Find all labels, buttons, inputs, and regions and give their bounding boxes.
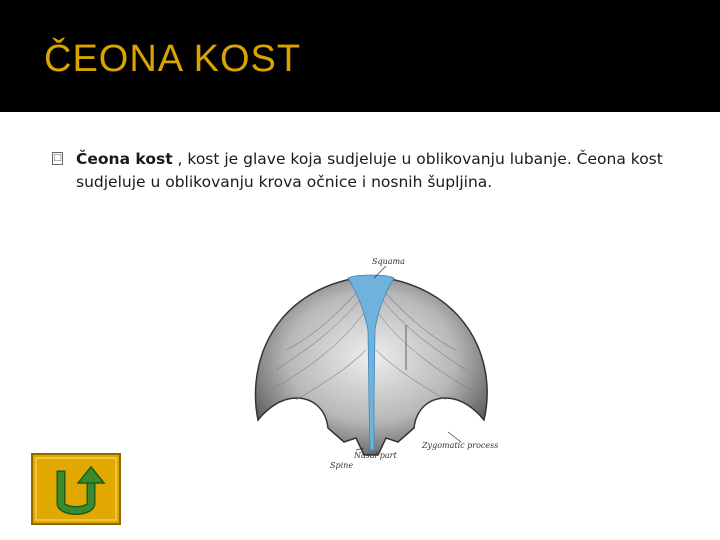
bullet-text xyxy=(76,148,676,194)
title-bar xyxy=(0,0,720,112)
bullet-icon: □ xyxy=(53,153,62,163)
label-squama: Squama xyxy=(372,257,405,266)
u-turn-return-icon xyxy=(31,453,121,525)
label-nasal-part: Nasal part xyxy=(354,451,397,460)
slide-title: ČEONA KOST xyxy=(44,38,302,80)
bullet-bold-term: Čeona kost xyxy=(76,150,173,168)
label-spine: Spine xyxy=(330,461,354,470)
label-zygomatic-process: Zygomatic process xyxy=(422,441,499,450)
frontal-bone-illustration xyxy=(236,250,506,472)
return-button[interactable] xyxy=(31,453,121,525)
bullet-description: , kost je glave koja sudjeluje u oblikovanju lubanje. Čeona kost sudjeluje u oblikovanju krova očnice i nosnih šupljina. xyxy=(76,150,663,191)
